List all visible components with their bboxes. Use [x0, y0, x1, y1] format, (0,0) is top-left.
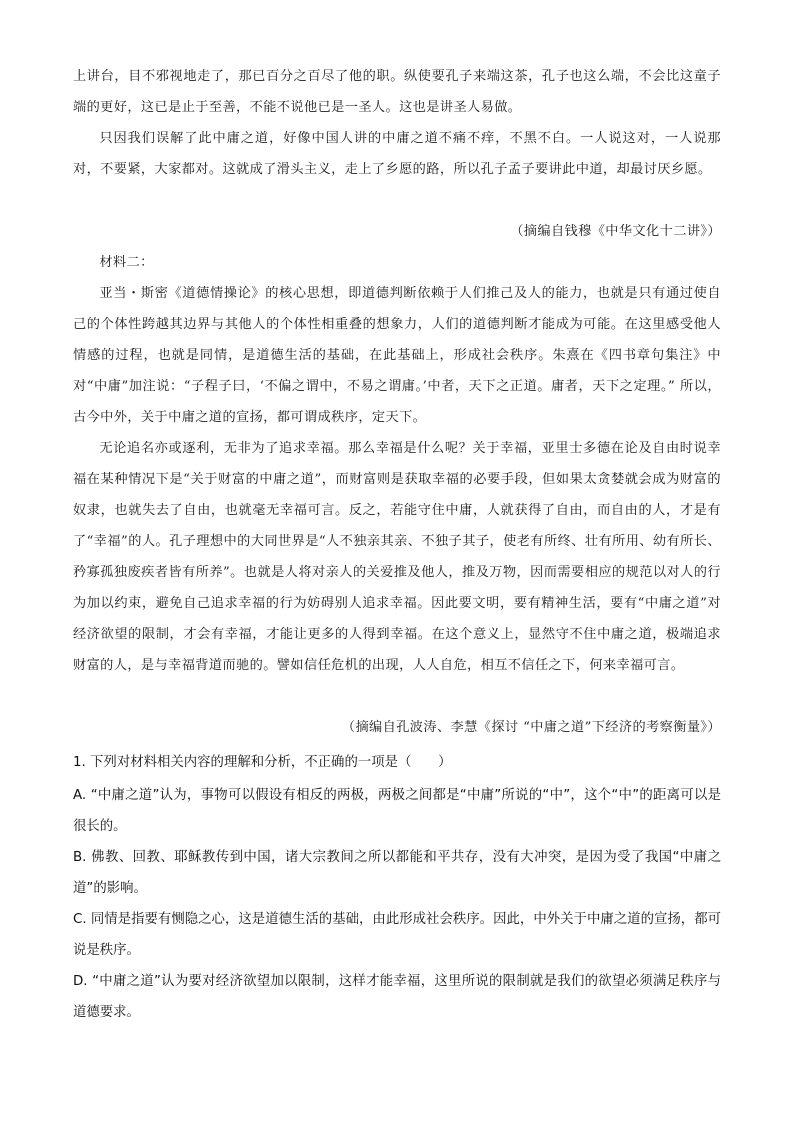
option-c: C. 同情是指要有恻隐之心，这是道德生活的基础，由此形成社会秩序。因此，中外关于中庸之道的宣扬，都可说是秩序。: [73, 912, 721, 958]
option-a: A. “中庸之道”认为，事物可以假设有相反的两极，两极之间都是“中庸”所说的“中”，这个“中”的距离可以是很长的。: [73, 788, 721, 834]
option-b: B. 佛教、回教、耶稣教传到中国，诸大宗教间之所以都能和平共存，没有大冲突，是因为受了我国“中庸之道”的影响。: [73, 850, 721, 896]
material1-source: （摘编自钱穆《中华文化十二讲》）: [510, 224, 721, 239]
material1-paragraph-2: 只因我们误解了此中庸之道，好像中国人讲的中庸之道不痛不痒，不黑不白。一人说这对，一人说那对，不要紧，大家都对。这就成了滑头主义，走上了乡愿的路，所以孔子孟子要讲此中道，却最讨厌乡愿。: [73, 131, 721, 177]
option-d: D. “中庸之道”认为要对经济欲望加以限制，这样才能幸福，这里所说的限制就是我们的欲望必须满足秩序与道德要求。: [73, 974, 721, 1020]
material2-heading: 材料二：: [99, 255, 154, 270]
material2-paragraph-1: 亚当・斯密《道德情操论》的核心思想，即道德判断依赖于人们推己及人的能力，也就是只有通过使自己的个体性跨越其边界与其他人的个体性相重叠的想象力，人们的道德判断才能成为可能。在这里感受他人情感的过程，也就是同情，是道德生活的基础，在此基础上，形成社会秩序。朱熹在《四书章句集注》中对“中庸”加注说：“子程子曰，‘不偏之谓中，不易之谓庸。’中者，天下之正道。庸者，天下之定理。” 所以，古今中外，关于中庸之道的宣扬，都可谓成秩序，定天下。: [73, 286, 721, 425]
material2-source: （摘编自孔波涛、李慧《探讨 “中庸之道”下经济的考察衡量》）: [341, 720, 721, 735]
question-stem: 1. 下列对材料相关内容的理解和分析，不正确的一项是（ ）: [73, 755, 452, 770]
material2-paragraph-2: 无论追名亦或逐利，无非为了追求幸福。那么幸福是什么呢？关于幸福，亚里士多德在论及自由时说幸福在某种情况下是“关于财富的中庸之道”，而财富则是获取幸福的必要手段，但如果太贪婪就会成为财富的奴隶，也就失去了自由，也就毫无幸福可言。反之，若能守住中庸，人就获得了自由，而自由的人，才是有了“幸福”的人。孔子理想中的大同世界是“人不独亲其亲、不独子其子，使老有所终、壮有所用、幼有所长、矜寡孤独废疾者皆有所养”。也就是人将对亲人的关爱推及他人，推及万物，因而需要相应的规范以对人的行为加以约束，避免自己追求幸福的行为妨碍别人追求幸福。因此要文明，要有精神生活，要有“中庸之道”对经济欲望的限制，才会有幸福，才能让更多的人得到幸福。在这个意义上，显然守不住中庸之道，极端追求财富的人，是与幸福背道而驰的。譬如信任危机的出现，人人自危，相互不信任之下，何来幸福可言。: [73, 441, 721, 673]
material1-paragraph-1: 上讲台，目不邪视地走了，那已百分之百尽了他的职。纵使要孔子来端这茶，孔子也这么端，不会比这童子端的更好，这已是止于至善，不能不说他已是一圣人。这也是讲圣人易做。: [73, 69, 721, 115]
